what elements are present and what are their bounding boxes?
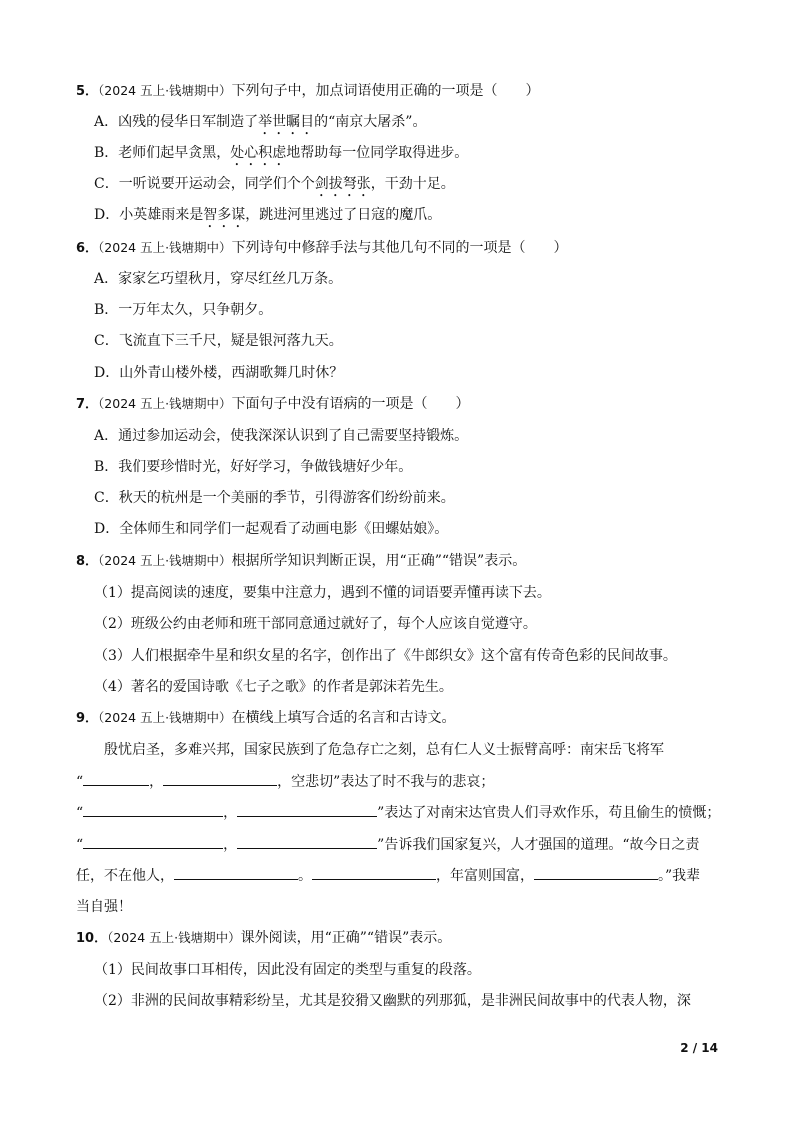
question-number: 9． <box>76 711 99 726</box>
question-source: （2024 五上·钱塘期中） <box>98 240 232 255</box>
option-label: B． <box>94 145 119 161</box>
option-text: 老师们起早贪黑， <box>118 145 231 161</box>
question-number: 7． <box>76 397 99 412</box>
dotted-word: 举世瞩目 <box>258 114 315 130</box>
fill-paragraph-line <box>76 834 700 855</box>
question-source: （2024 五上·钱塘期中） <box>98 396 232 411</box>
judgement-item: （2）班级公约由老师和班干部同意通过就好了，每个人应该自觉遵守。 <box>94 616 537 632</box>
option-text: 一万年太久，只争朝夕。 <box>118 302 273 318</box>
question-7-stem <box>76 394 470 415</box>
option-text: 地帮助每一位同学取得进步。 <box>286 145 469 161</box>
fill-text: ”告诉我们国家复兴，人才强国的道理。“故今日之责 <box>377 837 700 853</box>
option-text: 秋天的杭州是一个美丽的季节，引得游客们纷纷前来。 <box>118 490 455 506</box>
question-number: 8． <box>76 554 99 569</box>
judgement-item: （1）民间故事口耳相传，因此没有固定的类型与重复的段落。 <box>94 962 481 978</box>
dotted-word: 智多谋 <box>203 207 246 223</box>
option-label: D． <box>94 365 120 381</box>
dotted-word: 处心积虑 <box>230 145 287 161</box>
question-text: 下列句子中，加点词语使用正确的一项是（ ） <box>231 83 540 99</box>
judgement-item: （3）人们根据牵牛星和织女星的名字，创作出了《牛郎织女》这个富有传奇色彩的民间故事。 <box>94 648 677 664</box>
fill-paragraph-line <box>76 802 720 823</box>
option-text: 小英雄雨来是 <box>119 207 204 223</box>
option-label: A． <box>94 271 119 287</box>
option-c <box>94 174 455 200</box>
option-a <box>94 112 426 138</box>
answer-blank[interactable] <box>312 865 436 880</box>
judgement-item: （4）著名的爱国诗歌《七子之歌》的作者是郭沫若先生。 <box>94 679 453 695</box>
comma: ， <box>223 805 238 821</box>
option-c <box>94 488 455 508</box>
question-text: 在横线上填写合适的名言和古诗文。 <box>231 710 456 726</box>
option-a <box>94 426 468 446</box>
option-a <box>94 269 342 289</box>
fill-text: 。”我辈 <box>658 868 701 884</box>
option-d <box>94 519 448 539</box>
quote-open: “ <box>76 805 84 821</box>
option-text: 凶残的侵华日军制造了 <box>118 114 259 130</box>
option-text: 飞流直下三千尺，疑是银河落九天。 <box>118 333 343 349</box>
question-6-stem <box>76 238 568 259</box>
fill-paragraph-line: 殷忧启圣，多难兴邦，国家民族到了危急存亡之刻，总有仁人义士振臂高呼：南宋岳飞将军 <box>104 742 664 758</box>
question-number: 5． <box>76 84 99 99</box>
answer-blank[interactable] <box>174 865 298 880</box>
option-label: C． <box>94 176 119 192</box>
answer-blank[interactable] <box>237 834 377 849</box>
option-c <box>94 331 343 351</box>
option-text: 全体师生和同学们一起观看了动画电影《田螺姑娘》。 <box>119 521 449 537</box>
answer-blank[interactable] <box>83 834 223 849</box>
option-text: 我们要珍惜时光，好好学习，争做钱塘好少年。 <box>118 459 413 475</box>
dotted-word: 剑拔弩张 <box>314 176 371 192</box>
question-number: 6． <box>76 241 99 256</box>
judgement-item: （1）提高阅读的速度，要集中注意力，遇到不懂的词语要弄懂再读下去。 <box>94 585 551 601</box>
answer-blank[interactable] <box>534 865 658 880</box>
page-number: 2 / 14 <box>680 1041 718 1055</box>
answer-blank[interactable] <box>163 771 277 786</box>
question-10-stem <box>76 928 451 949</box>
question-text: 课外阅读，用“正确”“错误”表示。 <box>240 930 452 946</box>
question-9-stem <box>76 708 456 729</box>
fill-text: ，空悲切”表达了时不我与的悲哀； <box>277 774 495 790</box>
fill-text: 任，不在他人， <box>76 868 174 884</box>
option-label: B． <box>94 459 119 475</box>
option-b <box>94 457 412 477</box>
quote-open: “ <box>76 774 84 790</box>
option-text: 通过参加运动会，使我深深认识到了自己需要坚持锻炼。 <box>118 428 469 444</box>
fill-paragraph-line <box>76 771 494 792</box>
question-text: 下面句子中没有语病的一项是（ ） <box>231 396 470 412</box>
question-source: （2024 五上·钱塘期中） <box>98 553 232 568</box>
option-text: ，干劲十足。 <box>370 176 455 192</box>
option-b <box>94 143 468 169</box>
option-b <box>94 300 272 320</box>
option-label: D． <box>94 207 120 223</box>
fill-text: ，年富则国富， <box>436 868 534 884</box>
fill-paragraph-line: 当自强！ <box>76 899 132 915</box>
fill-paragraph-line <box>76 865 700 886</box>
comma: ， <box>149 774 164 790</box>
option-label: A． <box>94 114 119 130</box>
option-label: B． <box>94 302 119 318</box>
question-5-stem <box>76 81 540 102</box>
fill-text: 。 <box>298 868 312 884</box>
fill-text: ”表达了对南宋达官贵人们寻欢作乐，苟且偷生的愤慨； <box>377 805 721 821</box>
answer-blank[interactable] <box>83 802 223 817</box>
option-text: 山外青山楼外楼，西湖歌舞几时休？ <box>119 365 344 381</box>
option-label: D． <box>94 521 120 537</box>
answer-blank[interactable] <box>237 802 377 817</box>
quote-open: “ <box>76 837 84 853</box>
question-source: （2024 五上·钱塘期中） <box>107 930 241 945</box>
question-source: （2024 五上·钱塘期中） <box>98 710 232 725</box>
comma: ， <box>223 837 238 853</box>
question-8-stem <box>76 551 526 572</box>
answer-blank[interactable] <box>83 771 149 786</box>
question-source: （2024 五上·钱塘期中） <box>98 83 232 98</box>
question-number: 10． <box>76 931 108 946</box>
option-text: 一听说要开运动会，同学们个个 <box>118 176 315 192</box>
option-d <box>94 205 441 231</box>
option-text: ，跳进河里逃过了日寇的魔爪。 <box>245 207 442 223</box>
question-text: 下列诗句中修辞手法与其他几句不同的一项是（ ） <box>231 240 568 256</box>
option-text: 家家乞巧望秋月，穿尽红丝几万条。 <box>118 271 343 287</box>
option-text: 的“南京大屠杀”。 <box>314 114 427 130</box>
option-label: A． <box>94 428 119 444</box>
option-label: C． <box>94 490 119 506</box>
judgement-item: （2）非洲的民间故事精彩纷呈，尤其是狡猾又幽默的列那狐，是非洲民间故事中的代表人物，深 <box>94 993 691 1009</box>
option-label: C． <box>94 333 119 349</box>
option-d <box>94 363 343 383</box>
question-text: 根据所学知识判断正误，用“正确”“错误”表示。 <box>231 553 527 569</box>
